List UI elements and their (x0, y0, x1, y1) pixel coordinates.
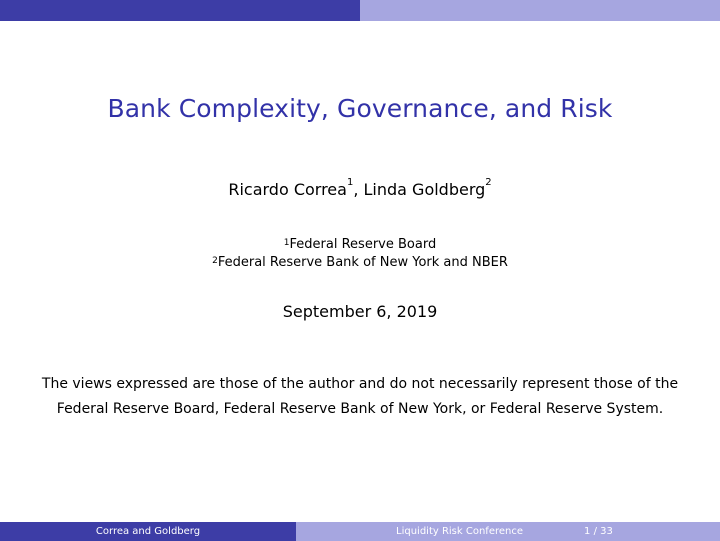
page-separator: / (593, 526, 597, 537)
disclaimer-text: The views expressed are those of the author and do not necessarily represent those of the Federal Reserve Board, Federal Reserve Bank of New York, or Federal Reserve System. (41, 376, 679, 417)
affiliations (0, 236, 720, 272)
author-2: Linda Goldberg (363, 180, 486, 199)
page-current: 1 (584, 526, 591, 537)
page-total: 33 (600, 526, 613, 537)
affiliation-2-text: Federal Reserve Bank of New York and NBER (217, 255, 508, 270)
author-separator: , (353, 180, 364, 199)
affiliation-1 (0, 236, 720, 254)
footer-bar (0, 522, 720, 541)
author-2-mark: 2 (485, 177, 492, 188)
authors-line (0, 177, 720, 199)
footer-authors (0, 522, 296, 541)
slide-title: Bank Complexity, Governance, and Risk (107, 94, 613, 123)
footer-right (296, 522, 720, 541)
header-bar-left (0, 0, 360, 21)
author-1-mark: 1 (346, 177, 354, 188)
affiliation-1-mark: 1 (283, 238, 290, 248)
author-1: Ricardo Correa (228, 180, 347, 199)
affiliation-1-text: Federal Reserve Board (289, 237, 437, 252)
header-bar-right (360, 0, 720, 21)
footer-authors-label: Correa and Goldberg (95, 526, 201, 537)
affiliation-2 (0, 254, 720, 272)
footer-conference: Liquidity Risk Conference (396, 526, 524, 537)
footer-page-number (584, 526, 613, 537)
presentation-date: September 6, 2019 (282, 302, 438, 321)
affiliation-2-mark: 2 (212, 256, 218, 266)
header-bar (0, 0, 720, 21)
